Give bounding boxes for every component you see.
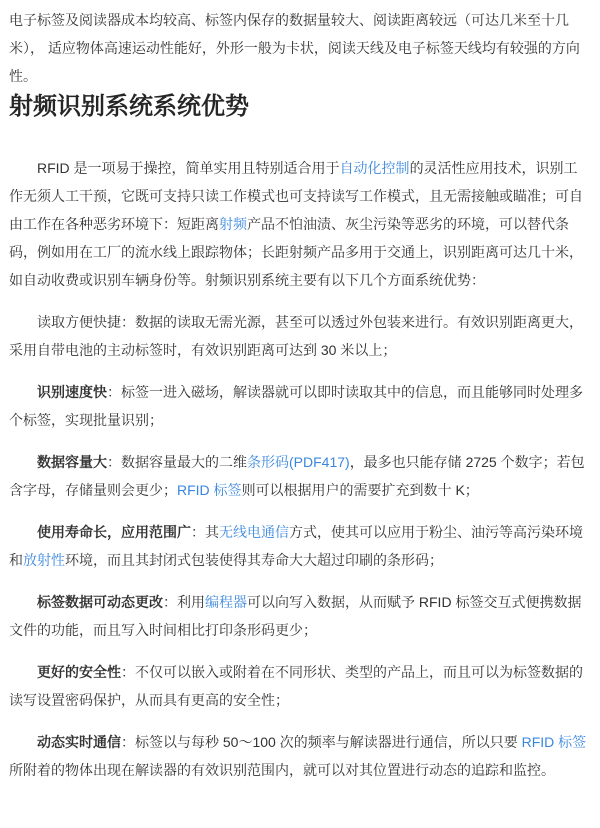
paragraph-text: ：标签以与每秒 50～100 次的频率与解读器进行通信，所以只要 bbox=[121, 734, 522, 750]
paragraph-text: ，最多也只能存储 2725 个数字；若包含字母，存储量则会更少； bbox=[9, 454, 585, 498]
paragraph-text: ：数据容量最大的二维 bbox=[107, 454, 247, 470]
paragraph bbox=[9, 588, 591, 644]
paragraph-text: ：其 bbox=[191, 524, 219, 540]
inline-link[interactable]: 无线电通信 bbox=[219, 524, 289, 540]
paragraph-text: 读取方便快捷：数据的读取无需光源，甚至可以透过外包装来进行。有效识别距离更大，采用自带电池的主动标签时，有效识别距离可达到 30 米以上； bbox=[9, 314, 583, 358]
paragraph-text: 方式，使其可以应用于粉尘、油污等高污染环境和 bbox=[9, 524, 583, 568]
paragraph-lead-term: 动态实时通信 bbox=[37, 734, 121, 750]
paragraph bbox=[9, 728, 591, 784]
paragraph-text: 产品不怕油渍、灰尘污染等恶劣的环境，可以替代条码，例如用在工厂的流水线上跟踪物体；长距射频产品多用于交通上，识别距离可达几十米，如自动收费或识别车辆身份等。射频识别系统主要有以下几个方面系统优势： bbox=[9, 216, 583, 288]
paragraph bbox=[9, 518, 591, 574]
paragraph-lead-term: 数据容量大 bbox=[37, 454, 107, 470]
inline-link[interactable]: 编程器 bbox=[205, 594, 247, 610]
inline-link[interactable]: 自动化控制 bbox=[339, 160, 410, 176]
inline-link[interactable]: RFID 标签 bbox=[177, 482, 242, 498]
intro-section bbox=[9, 6, 591, 90]
article-heading: 射频识别系统系统优势 bbox=[9, 93, 249, 120]
paragraph-text: ：利用 bbox=[163, 594, 205, 610]
inline-link[interactable]: RFID 标签 bbox=[521, 734, 587, 750]
paragraph bbox=[9, 378, 591, 434]
advantages-section bbox=[9, 154, 591, 784]
paragraph bbox=[9, 448, 591, 504]
paragraph-text: ：标签一进入磁场，解读器就可以即时读取其中的信息，而且能够同时处理多个标签，实现批量识别； bbox=[9, 384, 583, 428]
paragraph-text: 的灵活性应用技术，识别工作无须人工干预，它既可支持只读工作模式也可支持读写工作模式，且无需接触或瞄准；可自由工作在各种恶劣环境下：短距离 bbox=[9, 160, 583, 232]
inline-link[interactable]: 射频 bbox=[219, 216, 247, 232]
paragraph-text: 则可以根据用户的需要扩充到数十 K； bbox=[241, 482, 479, 498]
paragraph-text: RFID 是一项易于操控，简单实用且特别适合用于 bbox=[37, 160, 340, 176]
paragraph-lead-term: 更好的安全性 bbox=[37, 664, 121, 680]
paragraph bbox=[9, 658, 591, 714]
paragraph-text: 可以向写入数据，从而赋予 RFID 标签交互式便携数据文件的功能，而且写入时间相比打印条形码更少； bbox=[9, 594, 582, 638]
inline-link[interactable]: 条形码(PDF417) bbox=[247, 454, 350, 470]
paragraph-text: 环境，而且其封闭式包装使得其寿命大大超过印刷的条形码； bbox=[65, 552, 443, 568]
paragraph-lead-term: 识别速度快 bbox=[37, 384, 107, 400]
paragraph bbox=[9, 6, 591, 90]
paragraph-text: ：不仅可以嵌入或附着在不同形状、类型的产品上，而且可以为标签数据的读写设置密码保护，从而具有更高的安全性； bbox=[9, 664, 583, 708]
paragraph bbox=[9, 154, 591, 294]
paragraph-text: 所附着的物体出现在解读器的有效识别范围内，就可以对其位置进行动态的追踪和监控。 bbox=[9, 762, 555, 778]
paragraph-lead-term: 标签数据可动态更改 bbox=[37, 594, 163, 610]
paragraph bbox=[9, 308, 591, 364]
paragraph-text: 电子标签及阅读器成本均较高、标签内保存的数据量较大、阅读距离较远（可达几米至十几米）， 适应物体高速运动性能好，外形一般为卡状，阅读天线及电子标签天线均有较强的方向性。 bbox=[9, 12, 580, 84]
paragraph-lead-term: 使用寿命长，应用范围广 bbox=[37, 524, 191, 540]
inline-link[interactable]: 放射性 bbox=[23, 552, 65, 568]
